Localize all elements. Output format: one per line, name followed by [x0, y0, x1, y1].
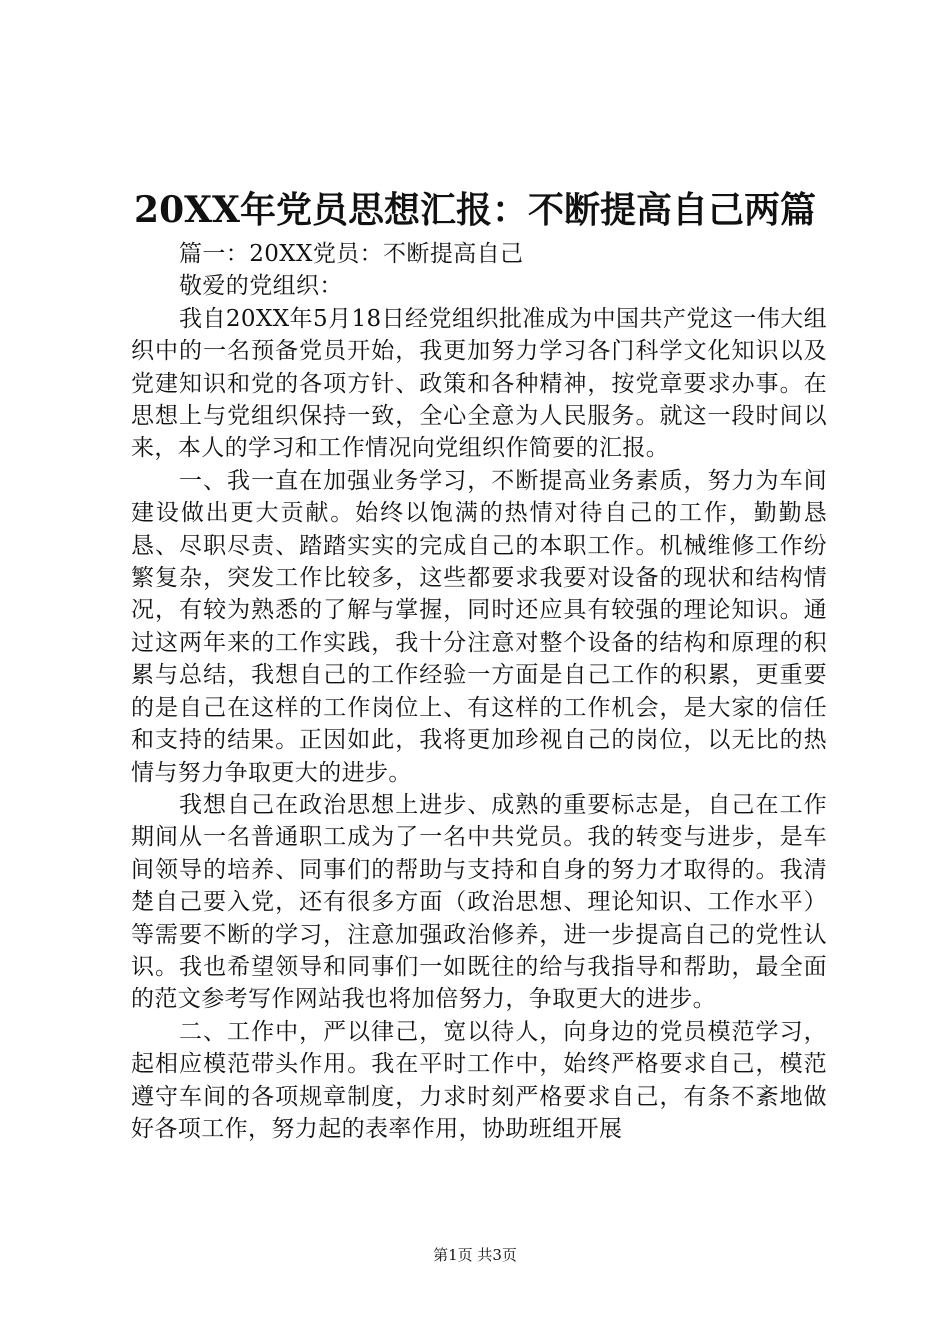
paragraph: 我想自己在政治思想上进步、成熟的重要标志是，自己在工作期间从一名普通职工成为了一名中共党员。我的转变与进步，是车间领导的培养、同事们的帮助与支持和自身的努力才取得的。我清楚自己要入党，还有很多方面（政治思想、理论知识、工作水平）等需要不断的学习，注意加强政治修养，进一步提高自己的党性认识。我也希望领导和同事们一如既往的给与我指导和帮助，最全面的范文参考写作网站我也将加倍努力，争取更大的进步。	[131, 791, 827, 1013]
salutation: 敬爱的党组织：	[179, 273, 343, 300]
paragraph: 一、我一直在加强业务学习，不断提高业务素质，努力为车间建设做出更大贡献。始终以饱满的热情对待自己的工作，勤勤恳恳、尽职尽责、踏踏实实的完成自己的本职工作。机械维修工作纷繁复杂，突发工作比较多，这些都要求我要对设备的现状和结构情况，有较为熟悉的了解与掌握，同时还应具有较强的理论知识。通过这两年来的工作实践，我十分注意对整个设备的结构和原理的积累与总结，我想自己的工作经验一方面是自己工作的积累，更重要的是自己在这样的工作岗位上、有这样的工作机会，是大家的信任和支持的结果。正因如此，我将更加珍视自己的岗位，以无比的热情与努力争取更大的进步。	[131, 467, 827, 786]
document-title: 20XX年党员思想汇报：不断提高自己两篇	[134, 189, 816, 231]
page-number-footer: 第1页 共3页	[433, 1246, 517, 1264]
paragraph: 我自20XX年5月18日经党组织批准成为中国共产党这一伟大组织中的一名预备党员开始，我更加努力学习各门科学文化知识以及党建知识和党的各项方针、政策和各种精神，按党章要求办事。在思想上与党组织保持一致，全心全意为人民服务。就这一段时间以来，本人的学习和工作情况向党组织作简要的汇报。	[131, 305, 827, 462]
section-heading: 篇一：20XX党员：不断提高自己	[179, 241, 524, 267]
document-body	[131, 238, 827, 1145]
paragraph: 二、工作中，严以律己，宽以待人，向身边的党员模范学习，起相应模范带头作用。我在平时工作中，始终严格要求自己，模范遵守车间的各项规章制度，力求时刻严格要求自己，有条不紊地做好各项工作，努力起的表率作用，协助班组开展	[131, 1018, 827, 1142]
